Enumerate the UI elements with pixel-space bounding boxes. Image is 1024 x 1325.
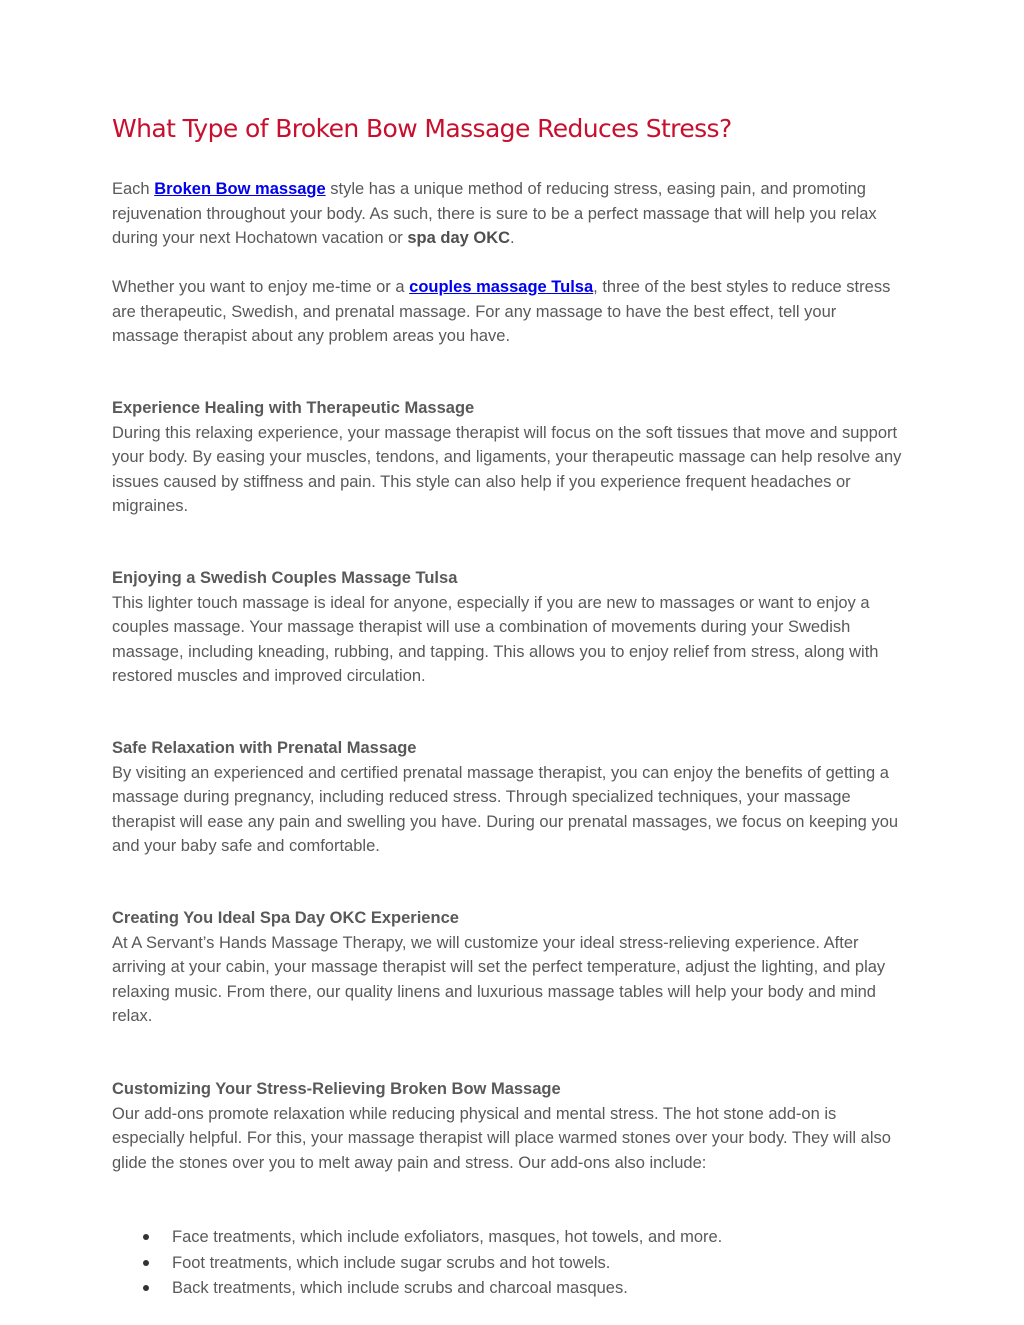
- section-body: By visiting an experienced and certified prenatal massage therapist, you can enjoy the benefits of getting a massage during pregnancy, including reduced stress. Through specialized techniques, your massage therapist will ease any pain and swelling you have. During our prenatal massages, we focus on keeping you and your baby safe and comfortable.: [112, 763, 899, 855]
- intro-paragraph-1: [112, 177, 902, 251]
- section-body: Our add-ons promote relaxation while reducing physical and mental stress. The hot stone add-on is especially helpful. For this, your massage therapist will place warmed stones over your body. They will also glide the stones over you to melt away pain and stress. Our add-ons also include:: [112, 1104, 891, 1172]
- list-item: [112, 1251, 902, 1277]
- section-heading: Experience Healing with Therapeutic Massage: [112, 399, 475, 417]
- section-heading: Enjoying a Swedish Couples Massage Tulsa: [112, 569, 458, 587]
- list-item: [112, 1276, 902, 1302]
- list-item: [112, 1225, 902, 1251]
- intro1-mid: style has a unique method of reducing stress, easing pain, and promoting rejuvenation throughout your body. As such, there is sure to be a perfect massage that will help you relax during your next Hochatown vacation or: [112, 180, 877, 247]
- page-title: What Type of Broken Bow Massage Reduces Stress?: [112, 114, 732, 143]
- bullet-icon: [143, 1285, 149, 1291]
- spa-day-okc-bold: spa day OKC: [407, 229, 511, 247]
- section-customizing: [112, 1077, 902, 1175]
- intro1-post: .: [510, 229, 515, 247]
- add-ons-list: [112, 1225, 902, 1302]
- section-heading: Creating You Ideal Spa Day OKC Experience: [112, 909, 459, 927]
- bullet-icon: [143, 1234, 149, 1240]
- section-body: At A Servant’s Hands Massage Therapy, we will customize your ideal stress-relieving experience. After arriving at your cabin, your massage therapist will set the perfect temperature, adjust the lighting, and play relaxing music. From there, our quality linens and luxurious massage tables will help your body and mind relax.: [112, 933, 886, 1025]
- bullet-icon: [143, 1260, 149, 1266]
- section-spa-day: [112, 906, 902, 1029]
- intro2-post: , three of the best styles to reduce stress are therapeutic, Swedish, and prenatal massage. For any massage to have the best effect, tell your massage therapist about any problem areas you have.: [112, 278, 891, 345]
- intro2-pre: Whether you want to enjoy me-time or a: [112, 278, 410, 296]
- section-swedish: [112, 566, 902, 689]
- couples-massage-tulsa-link[interactable]: couples massage Tulsa: [409, 278, 594, 296]
- list-item-text: Back treatments, which include scrubs and charcoal masques.: [172, 1279, 628, 1297]
- section-therapeutic: [112, 396, 902, 519]
- section-prenatal: [112, 736, 902, 859]
- intro-paragraph-2: [112, 275, 902, 349]
- broken-bow-massage-link[interactable]: Broken Bow massage: [154, 180, 326, 198]
- section-heading: Safe Relaxation with Prenatal Massage: [112, 739, 417, 757]
- list-item-text: Foot treatments, which include sugar scrubs and hot towels.: [172, 1253, 611, 1272]
- section-body: This lighter touch massage is ideal for anyone, especially if you are new to massages or want to enjoy a couples massage. Your massage therapist will use a combination of movements during your Swedish massage, including kneading, rubbing, and tapping. This allows you to enjoy relief from stress, along with restored muscles and improved circulation.: [112, 593, 879, 685]
- section-body: During this relaxing experience, your massage therapist will focus on the soft tissues that move and support your body. By easing your muscles, tendons, and ligaments, your therapeutic massage can help resolve any issues caused by stiffness and pain. This style can also help if you experience frequent headaches or migraines.: [112, 423, 902, 515]
- list-item-text: Face treatments, which include exfoliators, masques, hot towels, and more.: [172, 1228, 723, 1246]
- intro1-pre: Each: [112, 180, 155, 198]
- section-heading: Customizing Your Stress-Relieving Broken Bow Massage: [112, 1080, 561, 1098]
